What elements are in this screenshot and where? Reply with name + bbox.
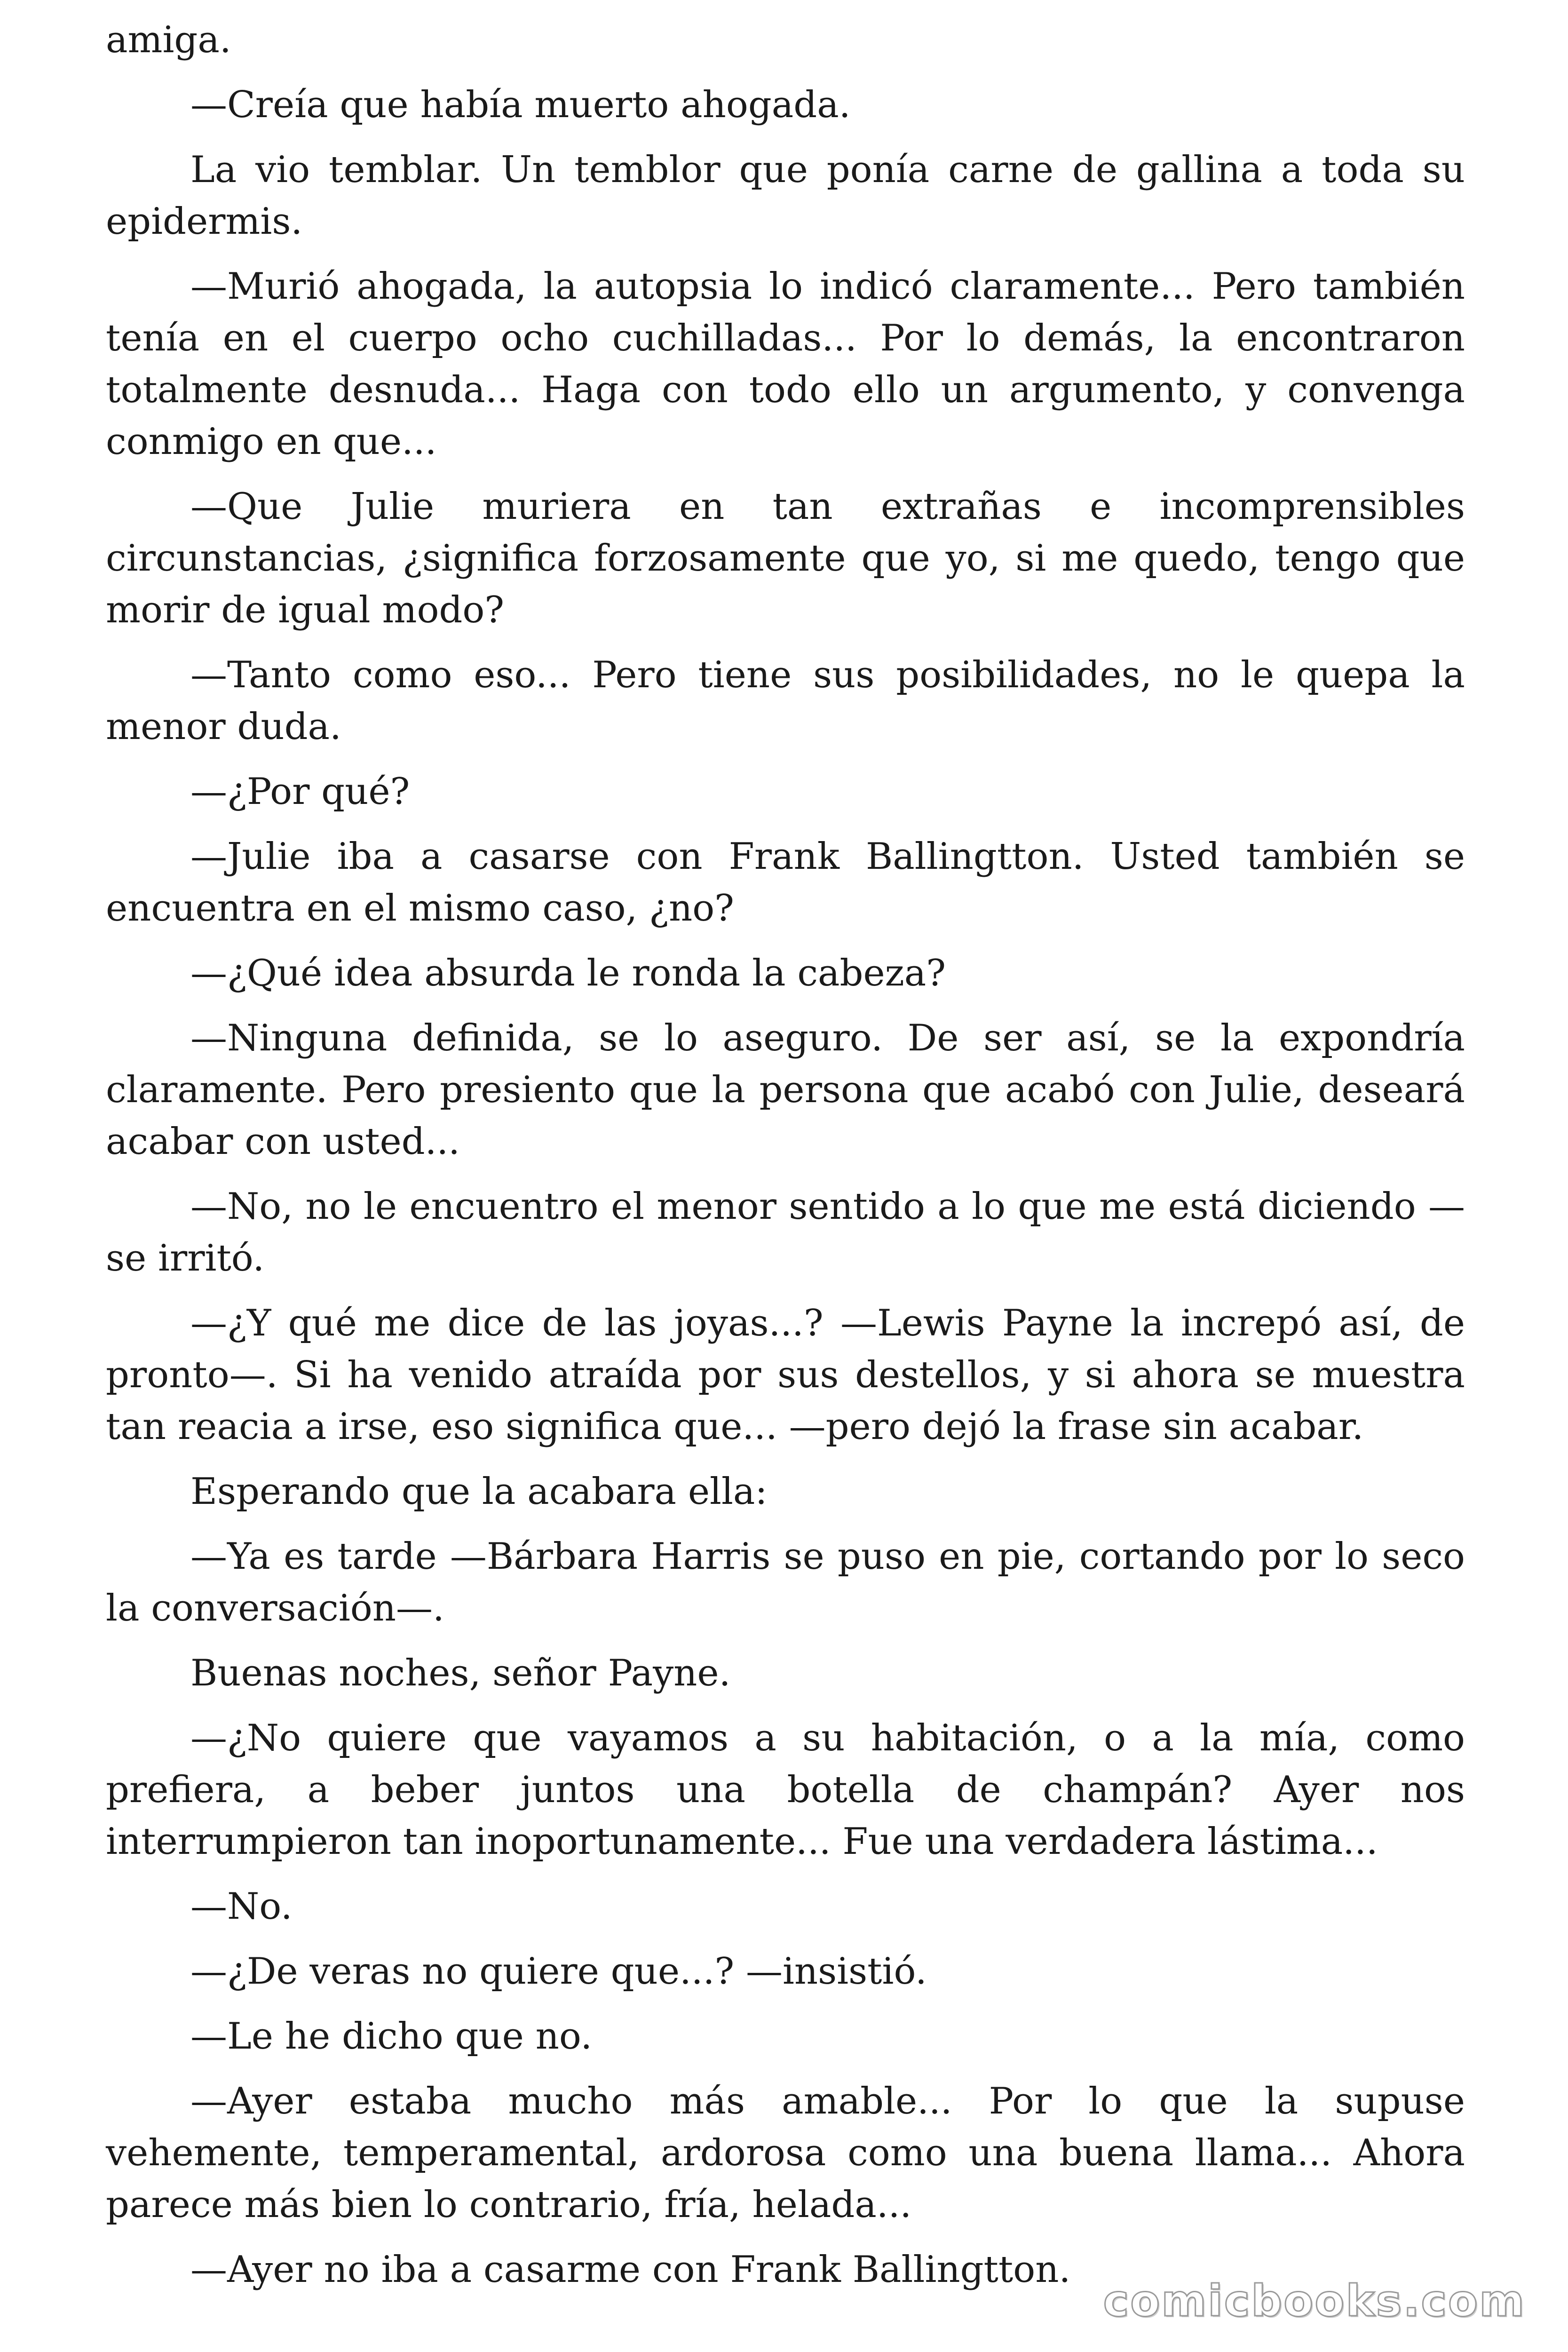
book-page-text: [106, 14, 1465, 2309]
paragraph: —Ayer estaba mucho más amable... Por lo que la supuse vehemente, temperamental, ardorosa como una buena llama... Ahora parece más bien lo contrario, fría, helada...: [106, 2080, 1465, 2226]
paragraph: —Murió ahogada, la autopsia lo indicó claramente... Pero también tenía en el cuerpo ocho cuchilladas... Por lo demás, la encontraron totalmente desnuda... Haga con todo ello un argumento, y convenga conmigo en que...: [106, 265, 1465, 463]
paragraph: —¿De veras no quiere que...? —insistió.: [190, 1950, 927, 1993]
watermark: comicbooks.com: [1103, 2276, 1526, 2326]
paragraph: —No.: [190, 1885, 293, 1928]
paragraph: Esperando que la acabara ella:: [190, 1470, 768, 1513]
paragraph: amiga.: [106, 19, 231, 61]
paragraph: —¿Qué idea absurda le ronda la cabeza?: [190, 952, 946, 994]
paragraph: —Tanto como eso... Pero tiene sus posibilidades, no le quepa la menor duda.: [106, 654, 1465, 748]
paragraph: —Le he dicho que no.: [190, 2015, 593, 2058]
paragraph: —Julie iba a casarse con Frank Ballingtton. Usted también se encuentra en el mismo caso, ¿no?: [106, 835, 1465, 930]
paragraph: —Ayer no iba a casarme con Frank Ballingtton.: [190, 2249, 1071, 2291]
paragraph: —Ya es tarde —Bárbara Harris se puso en pie, cortando por lo seco la conversación—.: [106, 1535, 1465, 1629]
paragraph: —No, no le encuentro el menor sentido a lo que me está diciendo —se irritó.: [106, 1185, 1465, 1279]
paragraph: La vio temblar. Un temblor que ponía carne de gallina a toda su epidermis.: [106, 149, 1465, 243]
paragraph: —Ninguna definida, se lo aseguro. De ser así, se la expondría claramente. Pero presiento que la persona que acabó con Julie, deseará acabar con usted...: [106, 1017, 1465, 1163]
paragraph: —Creía que había muerto ahogada.: [190, 84, 851, 126]
paragraph: —¿Por qué?: [190, 771, 410, 813]
paragraph: Buenas noches, señor Payne.: [190, 1652, 731, 1694]
paragraph: —Que Julie muriera en tan extrañas e incomprensibles circunstancias, ¿significa forzosamente que yo, si me quedo, tengo que morir de igual modo?: [106, 485, 1465, 631]
paragraph: —¿Y qué me dice de las joyas...? —Lewis Payne la increpó así, de pronto—. Si ha venido atraída por sus destellos, y si ahora se muestra tan reacia a irse, eso significa que... —pero dejó la frase sin acabar.: [106, 1302, 1465, 1448]
paragraph: —¿No quiere que vayamos a su habitación, o a la mía, como prefiera, a beber juntos una botella de champán? Ayer nos interrumpieron tan inoportunamente... Fue una verdadera lástima...: [106, 1717, 1465, 1863]
